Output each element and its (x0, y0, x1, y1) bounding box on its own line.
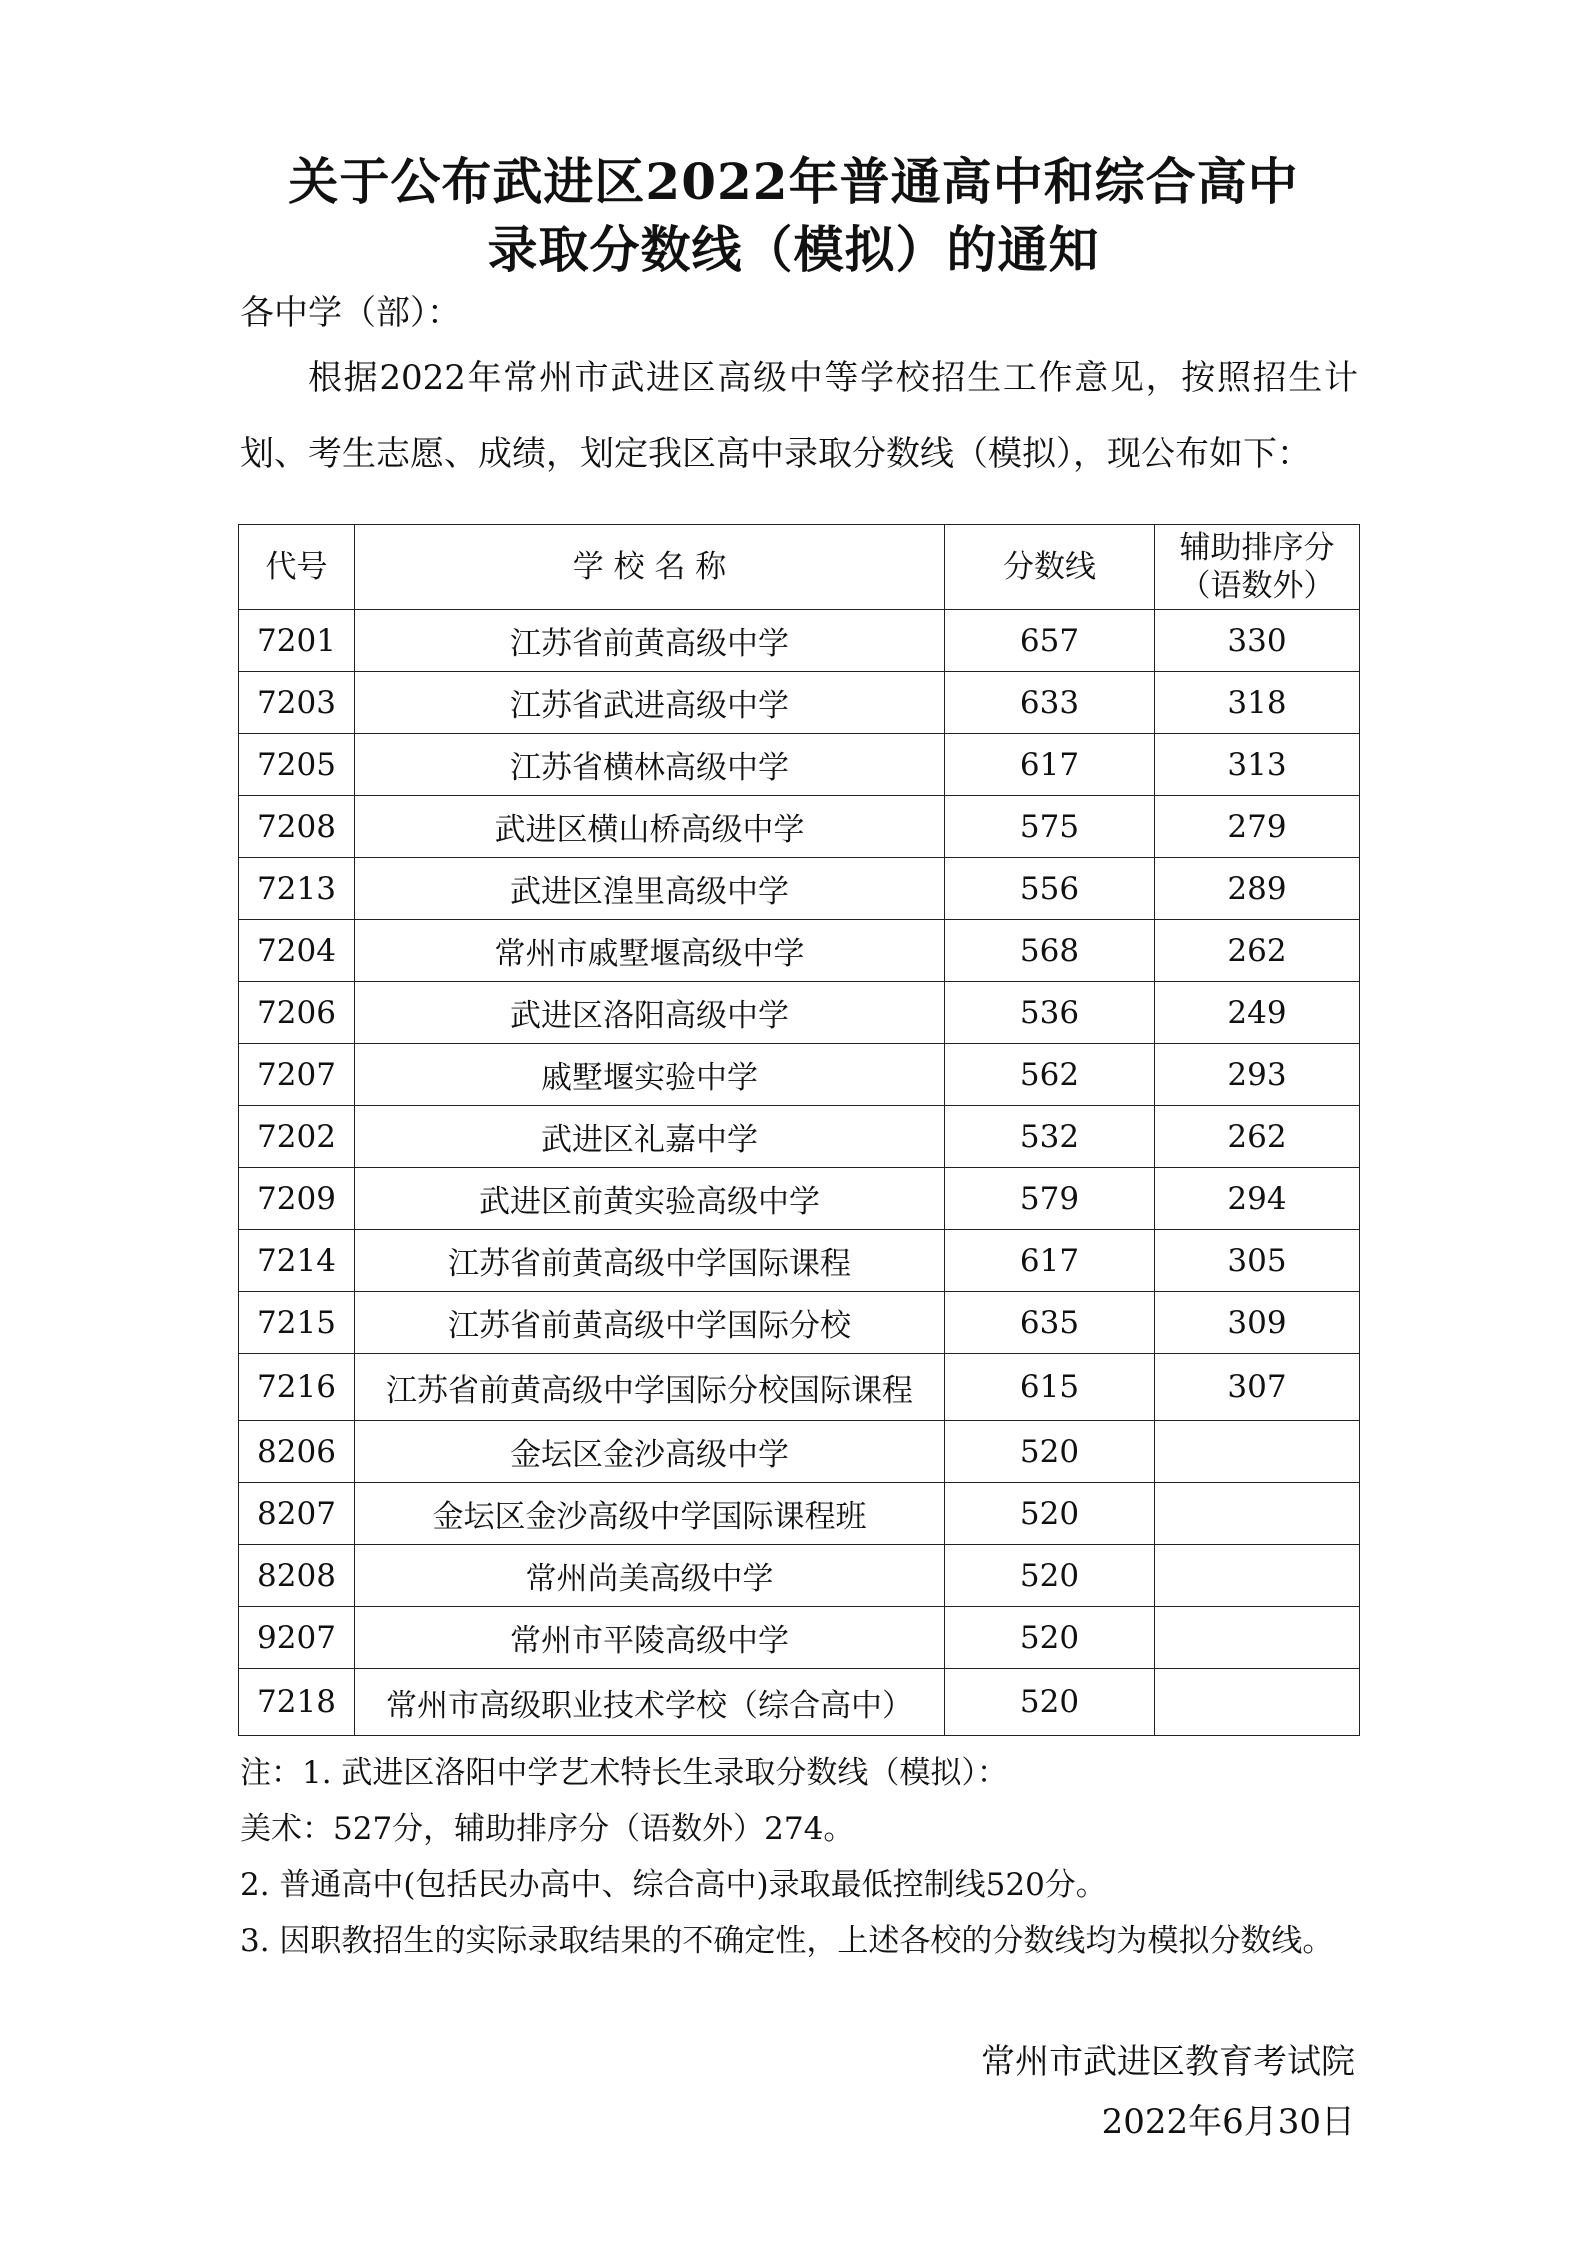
cell-code: 7205 (239, 734, 355, 796)
cell-school: 江苏省前黄高级中学国际分校国际课程 (355, 1354, 945, 1421)
cell-score: 633 (945, 672, 1155, 734)
table-row (239, 1669, 1360, 1736)
cell-score: 520 (945, 1545, 1155, 1607)
cell-aux (1155, 1545, 1360, 1607)
header-code: 代号 (239, 525, 355, 610)
table-header-row (239, 525, 1360, 610)
table-row (239, 672, 1360, 734)
cell-aux: 294 (1155, 1168, 1360, 1230)
table-row (239, 1421, 1360, 1483)
table-row (239, 982, 1360, 1044)
cell-code: 8208 (239, 1545, 355, 1607)
table-row (239, 734, 1360, 796)
cell-aux: 305 (1155, 1230, 1360, 1292)
cell-code: 7214 (239, 1230, 355, 1292)
body-paragraph: 根据2022年常州市武进区高级中等学校招生工作意见，按照招生计划、考生志愿、成绩，划定我区高中录取分数线（模拟），现公布如下： (240, 358, 1358, 474)
cell-code: 7203 (239, 672, 355, 734)
cell-score: 617 (945, 1230, 1155, 1292)
note-2: 2. 普通高中(包括民办高中、综合高中)录取最低控制线520分。 (240, 1867, 1107, 1903)
note-3: 3. 因职教招生的实际录取结果的不确定性，上述各校的分数线均为模拟分数线。 (240, 1923, 1334, 1959)
cell-school: 常州尚美高级中学 (355, 1545, 945, 1607)
cell-code: 7204 (239, 920, 355, 982)
cell-score: 556 (945, 858, 1155, 920)
cell-score: 520 (945, 1669, 1155, 1736)
cell-school: 武进区湟里高级中学 (355, 858, 945, 920)
signature-date: 2022年6月30日 (1101, 2102, 1355, 2142)
signature-org: 常州市武进区教育考试院 (981, 2042, 1355, 2082)
cell-code: 7209 (239, 1168, 355, 1230)
header-score: 分数线 (945, 525, 1155, 610)
cell-aux: 279 (1155, 796, 1360, 858)
title-line-2: 录取分数线（模拟）的通知 (487, 220, 1100, 279)
cell-school: 江苏省前黄高级中学国际分校 (355, 1292, 945, 1354)
note-1: 注：1. 武进区洛阳中学艺术特长生录取分数线（模拟）： (240, 1755, 1008, 1791)
cell-score: 575 (945, 796, 1155, 858)
cell-code: 7218 (239, 1669, 355, 1736)
salutation: 各中学（部）： (240, 293, 461, 333)
cell-school: 武进区礼嘉中学 (355, 1106, 945, 1168)
cell-code: 7202 (239, 1106, 355, 1168)
cell-score: 568 (945, 920, 1155, 982)
cell-aux: 318 (1155, 672, 1360, 734)
header-aux-line2: （语数外） (1179, 568, 1335, 604)
cell-score: 536 (945, 982, 1155, 1044)
note-1-detail: 美术：527分，辅助排序分（语数外）274。 (240, 1811, 855, 1847)
table-row (239, 1230, 1360, 1292)
header-aux (1155, 525, 1360, 610)
cell-code: 7201 (239, 610, 355, 672)
cell-score: 520 (945, 1483, 1155, 1545)
cell-code: 7216 (239, 1354, 355, 1421)
cell-aux: 313 (1155, 734, 1360, 796)
cell-code: 7213 (239, 858, 355, 920)
cell-score: 579 (945, 1168, 1155, 1230)
table-row (239, 1545, 1360, 1607)
table-row (239, 1607, 1360, 1669)
table-row (239, 1168, 1360, 1230)
cell-score: 617 (945, 734, 1155, 796)
table-row (239, 1106, 1360, 1168)
header-aux-line1: 辅助排序分 (1179, 530, 1335, 566)
cell-school: 武进区洛阳高级中学 (355, 982, 945, 1044)
table-row (239, 610, 1360, 672)
cell-aux: 249 (1155, 982, 1360, 1044)
cell-score: 532 (945, 1106, 1155, 1168)
cell-code: 7206 (239, 982, 355, 1044)
cell-code: 7215 (239, 1292, 355, 1354)
score-table (238, 524, 1360, 1736)
cell-score: 562 (945, 1044, 1155, 1106)
cell-aux: 289 (1155, 858, 1360, 920)
table-row (239, 1354, 1360, 1421)
cell-school: 江苏省武进高级中学 (355, 672, 945, 734)
cell-score: 520 (945, 1421, 1155, 1483)
table-row (239, 796, 1360, 858)
cell-code: 9207 (239, 1607, 355, 1669)
notes (240, 1745, 1333, 1969)
cell-school: 武进区横山桥高级中学 (355, 796, 945, 858)
cell-aux: 262 (1155, 1106, 1360, 1168)
cell-school: 金坛区金沙高级中学 (355, 1421, 945, 1483)
cell-aux: 309 (1155, 1292, 1360, 1354)
cell-score: 635 (945, 1292, 1155, 1354)
cell-school: 金坛区金沙高级中学国际课程班 (355, 1483, 945, 1545)
cell-aux (1155, 1483, 1360, 1545)
table-row (239, 1483, 1360, 1545)
table-row (239, 1044, 1360, 1106)
cell-aux: 262 (1155, 920, 1360, 982)
cell-aux (1155, 1669, 1360, 1736)
cell-aux: 330 (1155, 610, 1360, 672)
cell-code: 8207 (239, 1483, 355, 1545)
cell-school: 江苏省横林高级中学 (355, 734, 945, 796)
cell-school: 常州市戚墅堰高级中学 (355, 920, 945, 982)
cell-school: 常州市高级职业技术学校（综合高中） (355, 1669, 945, 1736)
table-row (239, 858, 1360, 920)
cell-score: 657 (945, 610, 1155, 672)
cell-code: 7208 (239, 796, 355, 858)
cell-school: 江苏省前黄高级中学国际课程 (355, 1230, 945, 1292)
cell-school: 戚墅堰实验中学 (355, 1044, 945, 1106)
cell-aux: 307 (1155, 1354, 1360, 1421)
cell-school: 常州市平陵高级中学 (355, 1607, 945, 1669)
cell-score: 520 (945, 1607, 1155, 1669)
table-row (239, 920, 1360, 982)
cell-score: 615 (945, 1354, 1155, 1421)
cell-code: 7207 (239, 1044, 355, 1106)
cell-school: 武进区前黄实验高级中学 (355, 1168, 945, 1230)
title-line-1: 关于公布武进区2022年普通高中和综合高中 (288, 152, 1299, 211)
cell-aux (1155, 1421, 1360, 1483)
table-row (239, 1292, 1360, 1354)
cell-aux (1155, 1607, 1360, 1669)
cell-school: 江苏省前黄高级中学 (355, 610, 945, 672)
cell-aux: 293 (1155, 1044, 1360, 1106)
cell-code: 8206 (239, 1421, 355, 1483)
header-school: 学 校 名 称 (355, 525, 945, 610)
